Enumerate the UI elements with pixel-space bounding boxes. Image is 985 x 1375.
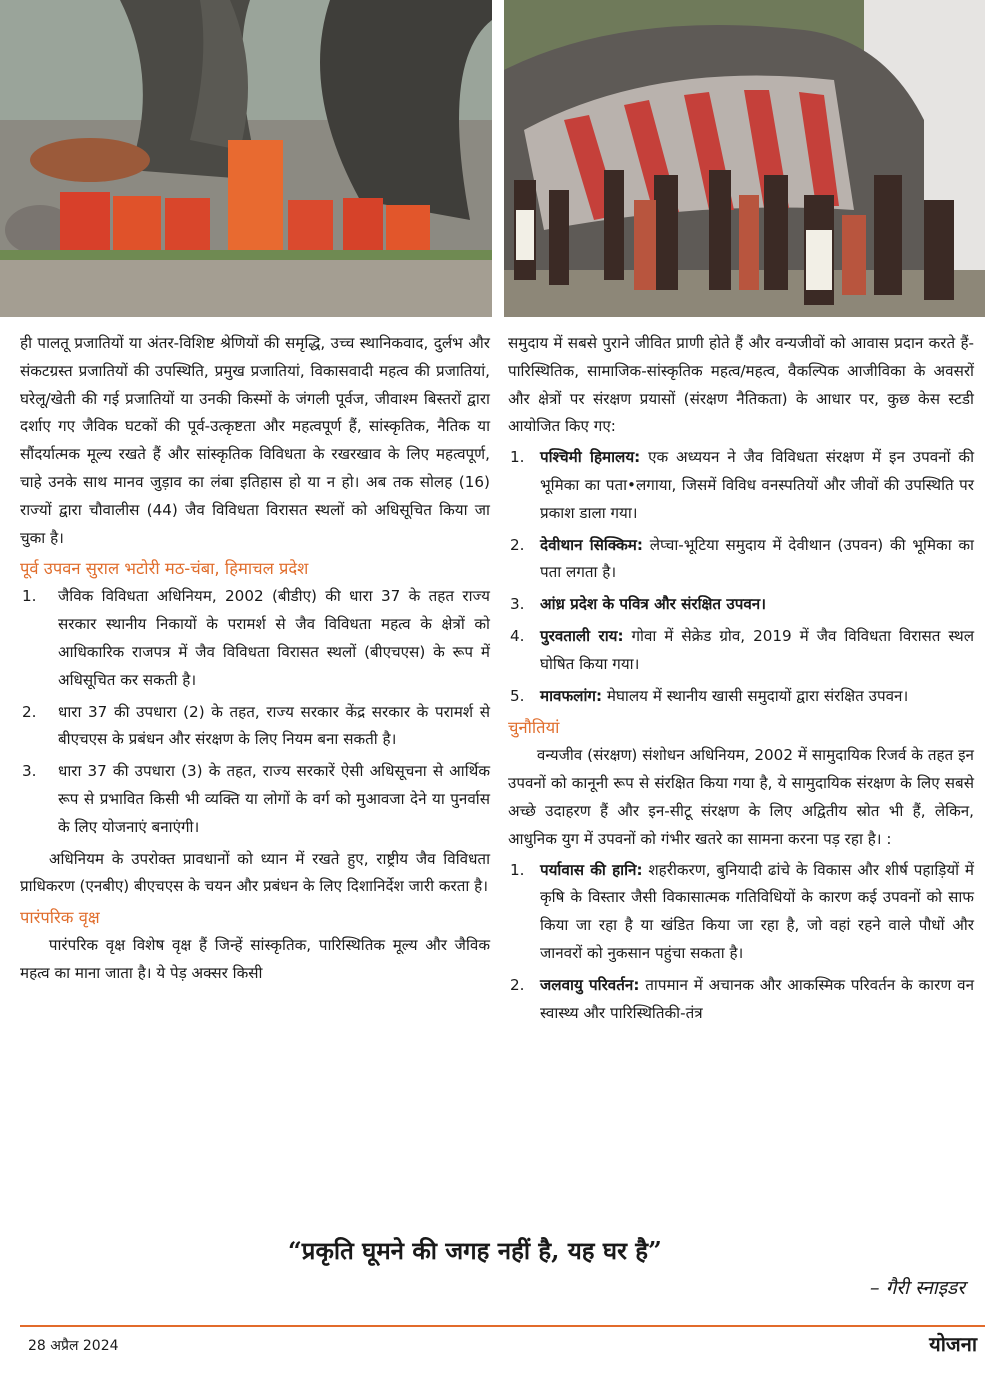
intro-paragraph: ही पालतू प्रजातियों या अंतर-विशिष्ट श्रेणियों की समृद्धि, उच्च स्थानिकवाद, दुर्लभ और संकटग्रस्त प्रजातियों की उपस्थिति, प्रमुख प्रजातियां, विकासवादी महत्व की प्रजातियां, घरेलू/खेती की गई प्रजातियों या उनकी किस्मों के जंगली पूर्वज, जीवाश्म बिस्तरों द्वारा दर्शाए गए जैविक घटकों की पूर्व-उत्कृष्टता और महत्वपूर्ण हैं, सांस्कृतिक, नैतिक या सौंदर्यात्मक मूल्य रखते हैं और सांस्कृतिक विविधता के रखरखाव के लिए महत्वपूर्ण, चाहे उनके साथ मानव जुड़ाव का लंबा इतिहास हो या न हो। अब तक सोलह (16) राज्यों द्वारा चौवालीस (44) जैव विविधता विरासत स्थलों को अधिसूचित किया जा चुका है। xyxy=(20,334,490,547)
list-item: 3. धारा 37 की उपधारा (3) के तहत, राज्य सरकारें ऐसी अधिसूचना से आर्थिक रूप से प्रभावित किसी भी व्यक्ति या लोगों के वर्ग को मुआवजा देने या पुनर्वास के लिए योजनाएं बनाएंगी। xyxy=(22,762,490,836)
quote-text: “प्रकृति घूमने की जगह नहीं है, यह घर है” xyxy=(288,1236,662,1265)
challenges-paragraph: वन्यजीव (संरक्षण) संशोधन अधिनियम, 2002 में सामुदायिक रिजर्व के तहत इन उपवनों को कानूनी रूप से संरक्षित किया गया है, ये सामुदायिक संरक्षण के लिए सबसे अच्छे उदाहरण हैं और इन-सीटू संरक्षण के लिए अद्वितीय स्रोत भी हैं, लेकिन, आधुनिक युग में उपवनों को गंभीर खतरे का सामना करना पड़ रहा है। : xyxy=(508,746,974,848)
list-item: 2. जलवायु परिवर्तन: तापमान में अचानक और आकस्मिक परिवर्तन के कारण वन स्वास्थ्य और पारिस्थितिकी-तंत्र xyxy=(510,975,974,1022)
nba-paragraph: अधिनियम के उपरोक्त प्रावधानों को ध्यान में रखते हुए, राष्ट्रीय जैव विविधता प्राधिकरण (एनबीए) बीएचएस के चयन और प्रबंधन के लिए दिशानिर्देश जारी करता है। xyxy=(20,849,490,896)
rock-worship-photo xyxy=(504,0,985,317)
case-study-list xyxy=(508,444,974,710)
right-intro-paragraph: समुदाय में सबसे पुराने जीवित प्राणी होते हैं और वन्यजीवों को आवास प्रदान करते हैं- पारिस्थितिक, सामाजिक-सांस्कृतिक महत्व/महत्व, वैकल्पिक आजीविका के अवसरों और क्षेत्रों पर संरक्षण प्रयासों (संरक्षण नैतिकता) के आधार पर, कुछ केस स्टडी आयोजित किए गए: xyxy=(508,334,974,436)
footer-divider xyxy=(20,1325,985,1327)
traditional-trees-paragraph: पारंपरिक वृक्ष विशेष वृक्ष हैं जिन्हें सांस्कृतिक, पारिस्थितिक मूल्य और जैविक महत्व का माना जाता है। ये पेड़ अक्सर किसी xyxy=(20,936,490,982)
challenges-list xyxy=(508,857,974,1028)
quote-author: – गैरी स्नाइडर xyxy=(870,1277,965,1299)
act-provisions-list xyxy=(20,583,490,841)
list-item: 2. देवीथान सिक्किम: लेप्चा-भूटिया समुदाय में देवीथान (उपवन) की भूमिका का पता लगता है। xyxy=(510,535,974,582)
magazine-name: योजना xyxy=(929,1332,977,1356)
section-heading-chamba: पूर्व उपवन सुराल भटोरी मठ-चंबा, हिमाचल प्रदेश xyxy=(20,559,309,579)
pull-quote xyxy=(0,1234,985,1304)
right-column xyxy=(508,330,974,1031)
section-heading-challenges: चुनौतियां xyxy=(508,718,560,738)
footer-page-info xyxy=(28,1336,119,1355)
list-item: 3. आंध्र प्रदेश के पवित्र और संरक्षित उपवन। xyxy=(510,595,766,614)
page-number: 28 xyxy=(28,1338,46,1354)
list-item: 1. पश्चिमी हिमालय: एक अध्ययन ने जैव विविधता संरक्षण में इन उपवनों की भूमिका का पता•लगाया, जिसमें विविध वनस्पतियों और जीवों की उपस्थिति पर प्रकाश डाला गया। xyxy=(510,448,974,522)
list-item: 1. जैविक विविधता अधिनियम, 2002 (बीडीए) की धारा 37 के तहत राज्य सरकार स्थानीय निकायों के परामर्श से जैव विविधता महत्व के क्षेत्रों को आधिकारिक राजपत्र में जैव विविधता विरासत स्थलों (बीएचएस) के रूप में अधिसूचित कर सकती है। xyxy=(22,587,490,689)
list-item: 2. धारा 37 की उपधारा (2) के तहत, राज्य सरकार केंद्र सरकार के परामर्श से बीएचएस के प्रबंधन और संरक्षण के लिए नियम बना सकती है। xyxy=(22,702,490,749)
tree-shrine-photo xyxy=(0,0,492,317)
list-item: 1. पर्यावास की हानि: शहरीकरण, बुनियादी ढांचे के विकास और शीर्ष पहाड़ियों में कृषि के विस्तार जैसी विकासात्मक गतिविधियों के कारण कई उपवनों को साफ किया जा रहा है या खंडित किया जा रहा है, जो वहां रहने वाले पौधों और जानवरों को नुकसान पहुंचा सकता है। xyxy=(510,860,974,962)
section-heading-traditional-trees: पारंपरिक वृक्ष xyxy=(20,908,100,928)
left-column xyxy=(20,330,490,991)
list-item: 5. मावफलांग: मेघालय में स्थानीय खासी समुदायों द्वारा संरक्षित उपवन। xyxy=(510,686,909,705)
list-item: 4. पुरवताली राय: गोवा में सेक्रेड ग्रोव, 2019 में जैव विविधता विरासत स्थल घोषित किया गया। xyxy=(510,626,975,673)
issue-date: अप्रैल 2024 xyxy=(50,1338,119,1354)
